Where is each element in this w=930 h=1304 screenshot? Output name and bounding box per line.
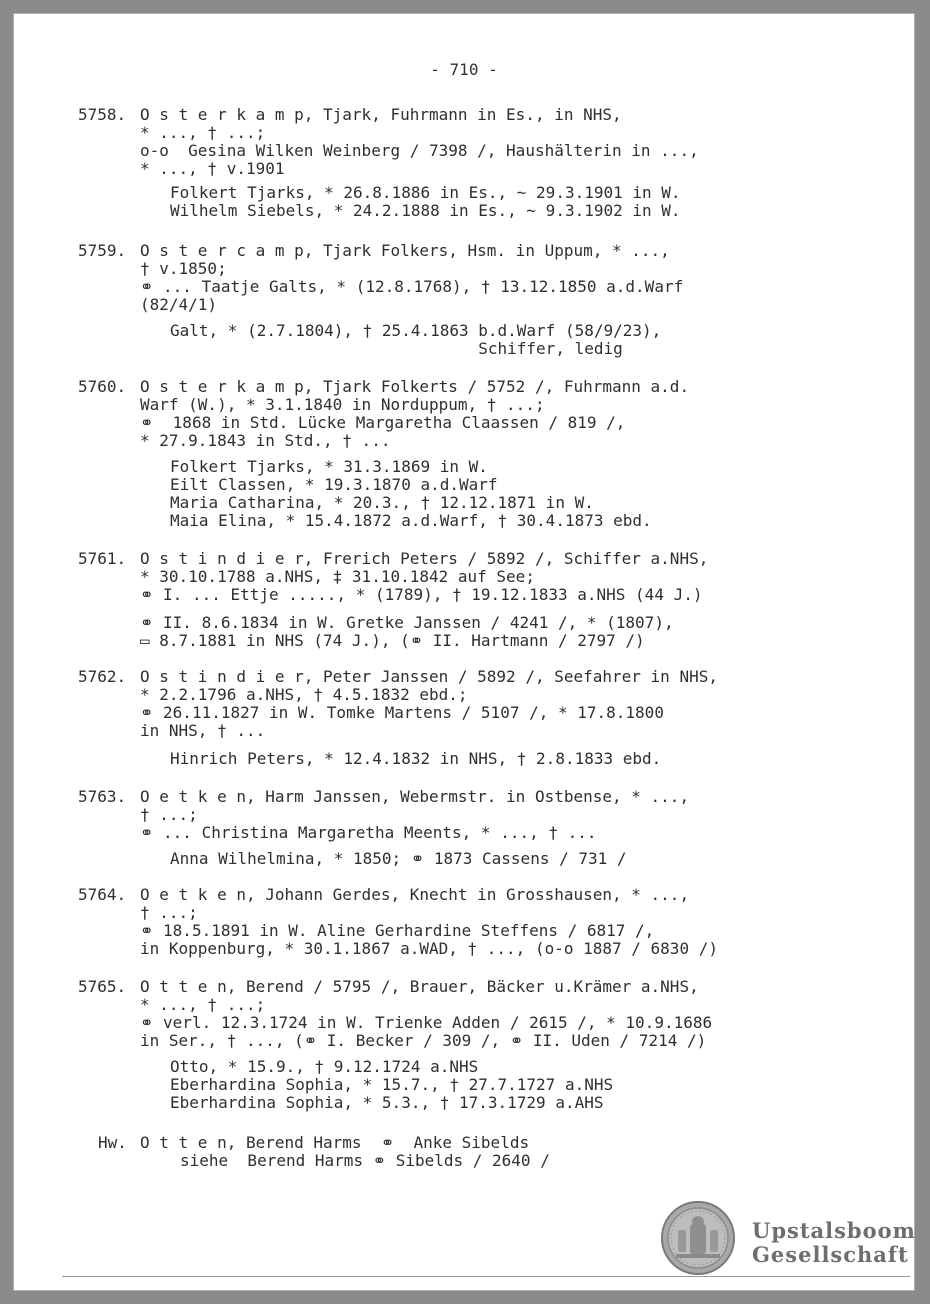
footer-divider [62, 1276, 910, 1277]
entry-line: ⚭ 26.11.1827 in W. Tomke Martens / 5107 /, * 17.8.1800 [140, 703, 664, 722]
entry-line: ⚭ 1868 in Std. Lücke Margaretha Claassen / 819 /, [140, 413, 626, 432]
child-line: Eberhardina Sophia, * 15.7., † 27.7.1727 a.NHS [170, 1075, 614, 1094]
entry-line: * ..., † v.1901 [140, 159, 285, 178]
entry-line: Warf (W.), * 3.1.1840 in Norduppum, † ...; [140, 395, 545, 414]
child-line: Maia Elina, * 15.4.1872 a.d.Warf, † 30.4.1873 ebd. [170, 511, 652, 530]
entry-line: O s t i n d i e r, Peter Janssen / 5892 /, Seefahrer in NHS, [140, 667, 718, 686]
brand-name-line2: Gesellschaft [752, 1242, 909, 1267]
entry-line: O s t e r c a m p, Tjark Folkers, Hsm. in Uppum, * ..., [140, 241, 670, 260]
entry-line: ⚭ II. 8.6.1834 in W. Gretke Janssen / 4241 /, * (1807), [140, 613, 674, 632]
brand-name-line1: Upstalsboom [752, 1218, 916, 1243]
entry-line: in Ser., † ..., (⚭ I. Becker / 309 /, ⚭ II. Uden / 7214 /) [140, 1031, 707, 1050]
entry-line: † ...; [140, 903, 198, 922]
entry-number: 5761. [78, 549, 127, 568]
entry-line: ⚭ ... Christina Margaretha Meents, * ..., † ... [140, 823, 597, 842]
entry-number: 5764. [78, 885, 127, 904]
entry-line: ⚭ ... Taatje Galts, * (12.8.1768), † 13.12.1850 a.d.Warf [140, 277, 684, 296]
entry-line: O s t i n d i e r, Frerich Peters / 5892 /, Schiffer a.NHS, [140, 549, 709, 568]
hw-label: Hw. [98, 1133, 127, 1152]
entry-line: O e t k e n, Harm Janssen, Webermstr. in Ostbense, * ..., [140, 787, 690, 806]
entry-number: 5763. [78, 787, 127, 806]
entry-line: * 2.2.1796 a.NHS, † 4.5.1832 ebd.; [140, 685, 468, 704]
entry-line: ⚭ verl. 12.3.1724 in W. Trienke Adden / 2615 /, * 10.9.1686 [140, 1013, 713, 1032]
entry-number: 5758. [78, 105, 127, 124]
entry-line: in NHS, † ... [140, 721, 266, 740]
child-line: Maria Catharina, * 20.3., † 12.12.1871 in W. [170, 493, 594, 512]
entry-line: * 27.9.1843 in Std., † ... [140, 431, 391, 450]
entry-line: * ..., † ...; [140, 123, 266, 142]
child-line: Hinrich Peters, * 12.4.1832 in NHS, † 2.8.1833 ebd. [170, 749, 662, 768]
entry-line: ⚭ I. ... Ettje ....., * (1789), † 19.12.1833 a.NHS (44 J.) [140, 585, 703, 604]
child-line: Folkert Tjarks, * 31.3.1869 in W. [170, 457, 488, 476]
entry-line: * 30.10.1788 a.NHS, ‡ 31.10.1842 auf See; [140, 567, 535, 586]
child-line: Wilhelm Siebels, * 24.2.1888 in Es., ~ 9.3.1902 in W. [170, 201, 681, 220]
entry-number: 5760. [78, 377, 127, 396]
page-number: - 710 - [430, 60, 498, 79]
entry-line: † ...; [140, 805, 198, 824]
hw-line: O t t e n, Berend Harms ⚭ Anke Sibelds [140, 1133, 530, 1152]
hw-line: siehe Berend Harms ⚭ Sibelds / 2640 / [180, 1151, 550, 1170]
entry-line: O e t k e n, Johann Gerdes, Knecht in Grosshausen, * ..., [140, 885, 690, 904]
entry-number: 5765. [78, 977, 127, 996]
entry-line: * ..., † ...; [140, 995, 266, 1014]
entry-line: ▭ 8.7.1881 in NHS (74 J.), (⚭ II. Hartmann / 2797 /) [140, 631, 645, 650]
entry-number: 5762. [78, 667, 127, 686]
document-page [14, 14, 914, 1290]
child-line: Galt, * (2.7.1804), † 25.4.1863 b.d.Warf (58/9/23), [170, 321, 662, 340]
entry-line: in Koppenburg, * 30.1.1867 a.WAD, † ..., (o-o 1887 / 6830 /) [140, 939, 718, 958]
society-seal-icon [660, 1200, 736, 1276]
entry-line: O s t e r k a m p, Tjark, Fuhrmann in Es., in NHS, [140, 105, 622, 124]
entry-number: 5759. [78, 241, 127, 260]
child-line: Eberhardina Sophia, * 5.3., † 17.3.1729 a.AHS [170, 1093, 604, 1112]
entry-line: o-o Gesina Wilken Weinberg / 7398 /, Haushälterin in ..., [140, 141, 699, 160]
child-line: Schiffer, ledig [170, 339, 623, 358]
child-line: Anna Wilhelmina, * 1850; ⚭ 1873 Cassens / 731 / [170, 849, 627, 868]
entry-line: † v.1850; [140, 259, 227, 278]
child-line: Eilt Classen, * 19.3.1870 a.d.Warf [170, 475, 498, 494]
child-line: Otto, * 15.9., † 9.12.1724 a.NHS [170, 1057, 479, 1076]
entry-line: O s t e r k a m p, Tjark Folkerts / 5752 /, Fuhrmann a.d. [140, 377, 690, 396]
entry-line: (82/4/1) [140, 295, 218, 314]
entry-line: O t t e n, Berend / 5795 /, Brauer, Bäcker u.Krämer a.NHS, [140, 977, 699, 996]
child-line: Folkert Tjarks, * 26.8.1886 in Es., ~ 29.3.1901 in W. [170, 183, 681, 202]
entry-line: ⚭ 18.5.1891 in W. Aline Gerhardine Steffens / 6817 /, [140, 921, 655, 940]
